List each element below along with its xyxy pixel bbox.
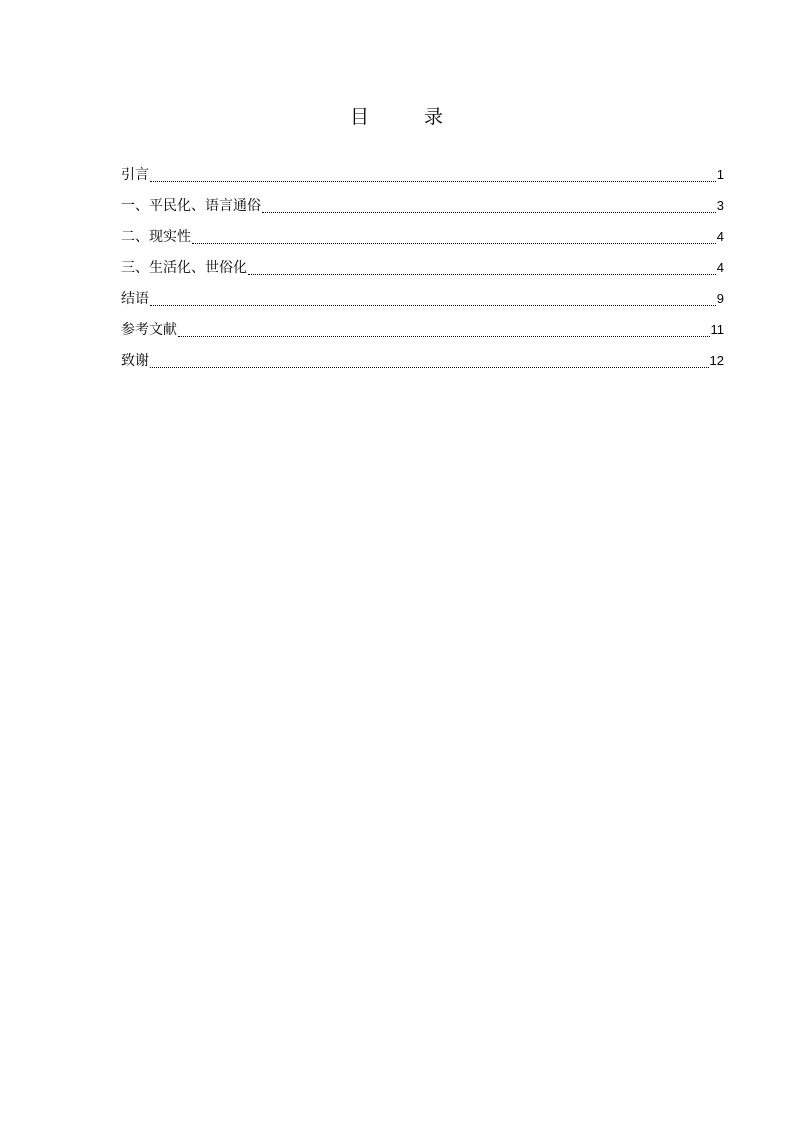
toc-dot-leader: [262, 211, 716, 213]
toc-entry-label: 一、平民化、语言通俗: [121, 198, 261, 214]
toc-entry-page-number: 4: [716, 260, 724, 275]
toc-entry-label: 致谢: [121, 353, 149, 369]
toc-entry-label: 引言: [121, 167, 149, 183]
toc-entry-label: 结语: [121, 291, 149, 307]
toc-entry-label: 参考文献: [121, 322, 177, 338]
toc-entry-page-number: 12: [709, 353, 724, 368]
toc-entry-page-number: 3: [716, 198, 724, 213]
toc-entry-page-number: 11: [710, 322, 724, 337]
toc-dot-leader: [150, 180, 716, 182]
toc-entry-section-3[interactable]: [121, 256, 724, 287]
toc-entry-page-number: 9: [716, 291, 724, 306]
toc-entry-label: 三、生活化、世俗化: [121, 260, 247, 276]
toc-entry-page-number: 4: [716, 229, 724, 244]
toc-entry-label: 二、现实性: [121, 229, 191, 245]
toc-entry-references[interactable]: [121, 318, 724, 349]
toc-entry-section-1[interactable]: [121, 194, 724, 225]
toc-dot-leader: [248, 273, 716, 275]
table-of-contents: [121, 163, 724, 380]
toc-title: 目 录: [349, 106, 461, 128]
toc-dot-leader: [192, 242, 716, 244]
toc-entry-introduction[interactable]: [121, 163, 724, 194]
toc-dot-leader: [150, 366, 709, 368]
toc-entry-acknowledgements[interactable]: [121, 349, 724, 380]
toc-entry-conclusion[interactable]: [121, 287, 724, 318]
toc-entry-page-number: 1: [716, 167, 724, 182]
toc-entry-section-2[interactable]: [121, 225, 724, 256]
toc-dot-leader: [178, 335, 710, 337]
toc-dot-leader: [150, 304, 716, 306]
